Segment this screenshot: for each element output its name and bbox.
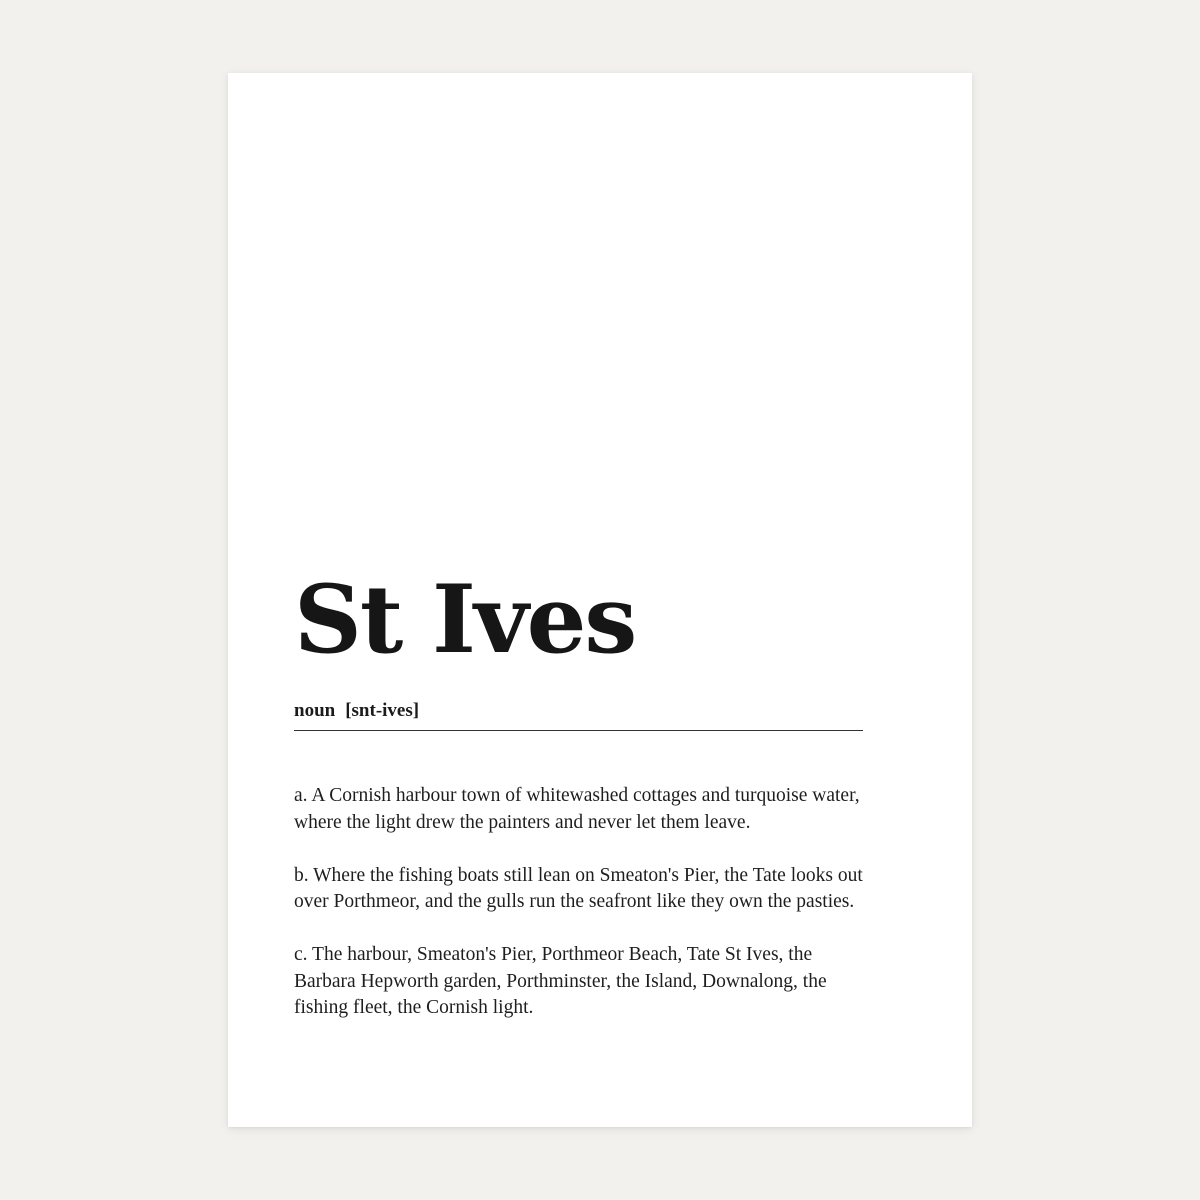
- poster-content: [294, 565, 863, 1022]
- definition-c: c. The harbour, Smeaton's Pier, Porthmeor Beach, Tate St Ives, the Barbara Hepworth garden, Porthminster, the Island, Downalong, the fishing fleet, the Cornish light.: [294, 944, 827, 1018]
- word-info-line: [294, 701, 863, 731]
- part-of-speech: noun: [294, 700, 336, 721]
- definitions-list: [294, 783, 863, 1022]
- poster-title: St Ives: [294, 565, 636, 675]
- definition-b: b. Where the fishing boats still lean on Smeaton's Pier, the Tate looks out over Porthmeor, and the gulls run the seafront like they own the pasties.: [294, 864, 863, 912]
- definition-a: a. A Cornish harbour town of whitewashed cottages and turquoise water, where the light drew the painters and never let them leave.: [294, 785, 860, 833]
- definition-poster: [228, 73, 972, 1127]
- pronunciation: [snt-ives]: [345, 700, 420, 721]
